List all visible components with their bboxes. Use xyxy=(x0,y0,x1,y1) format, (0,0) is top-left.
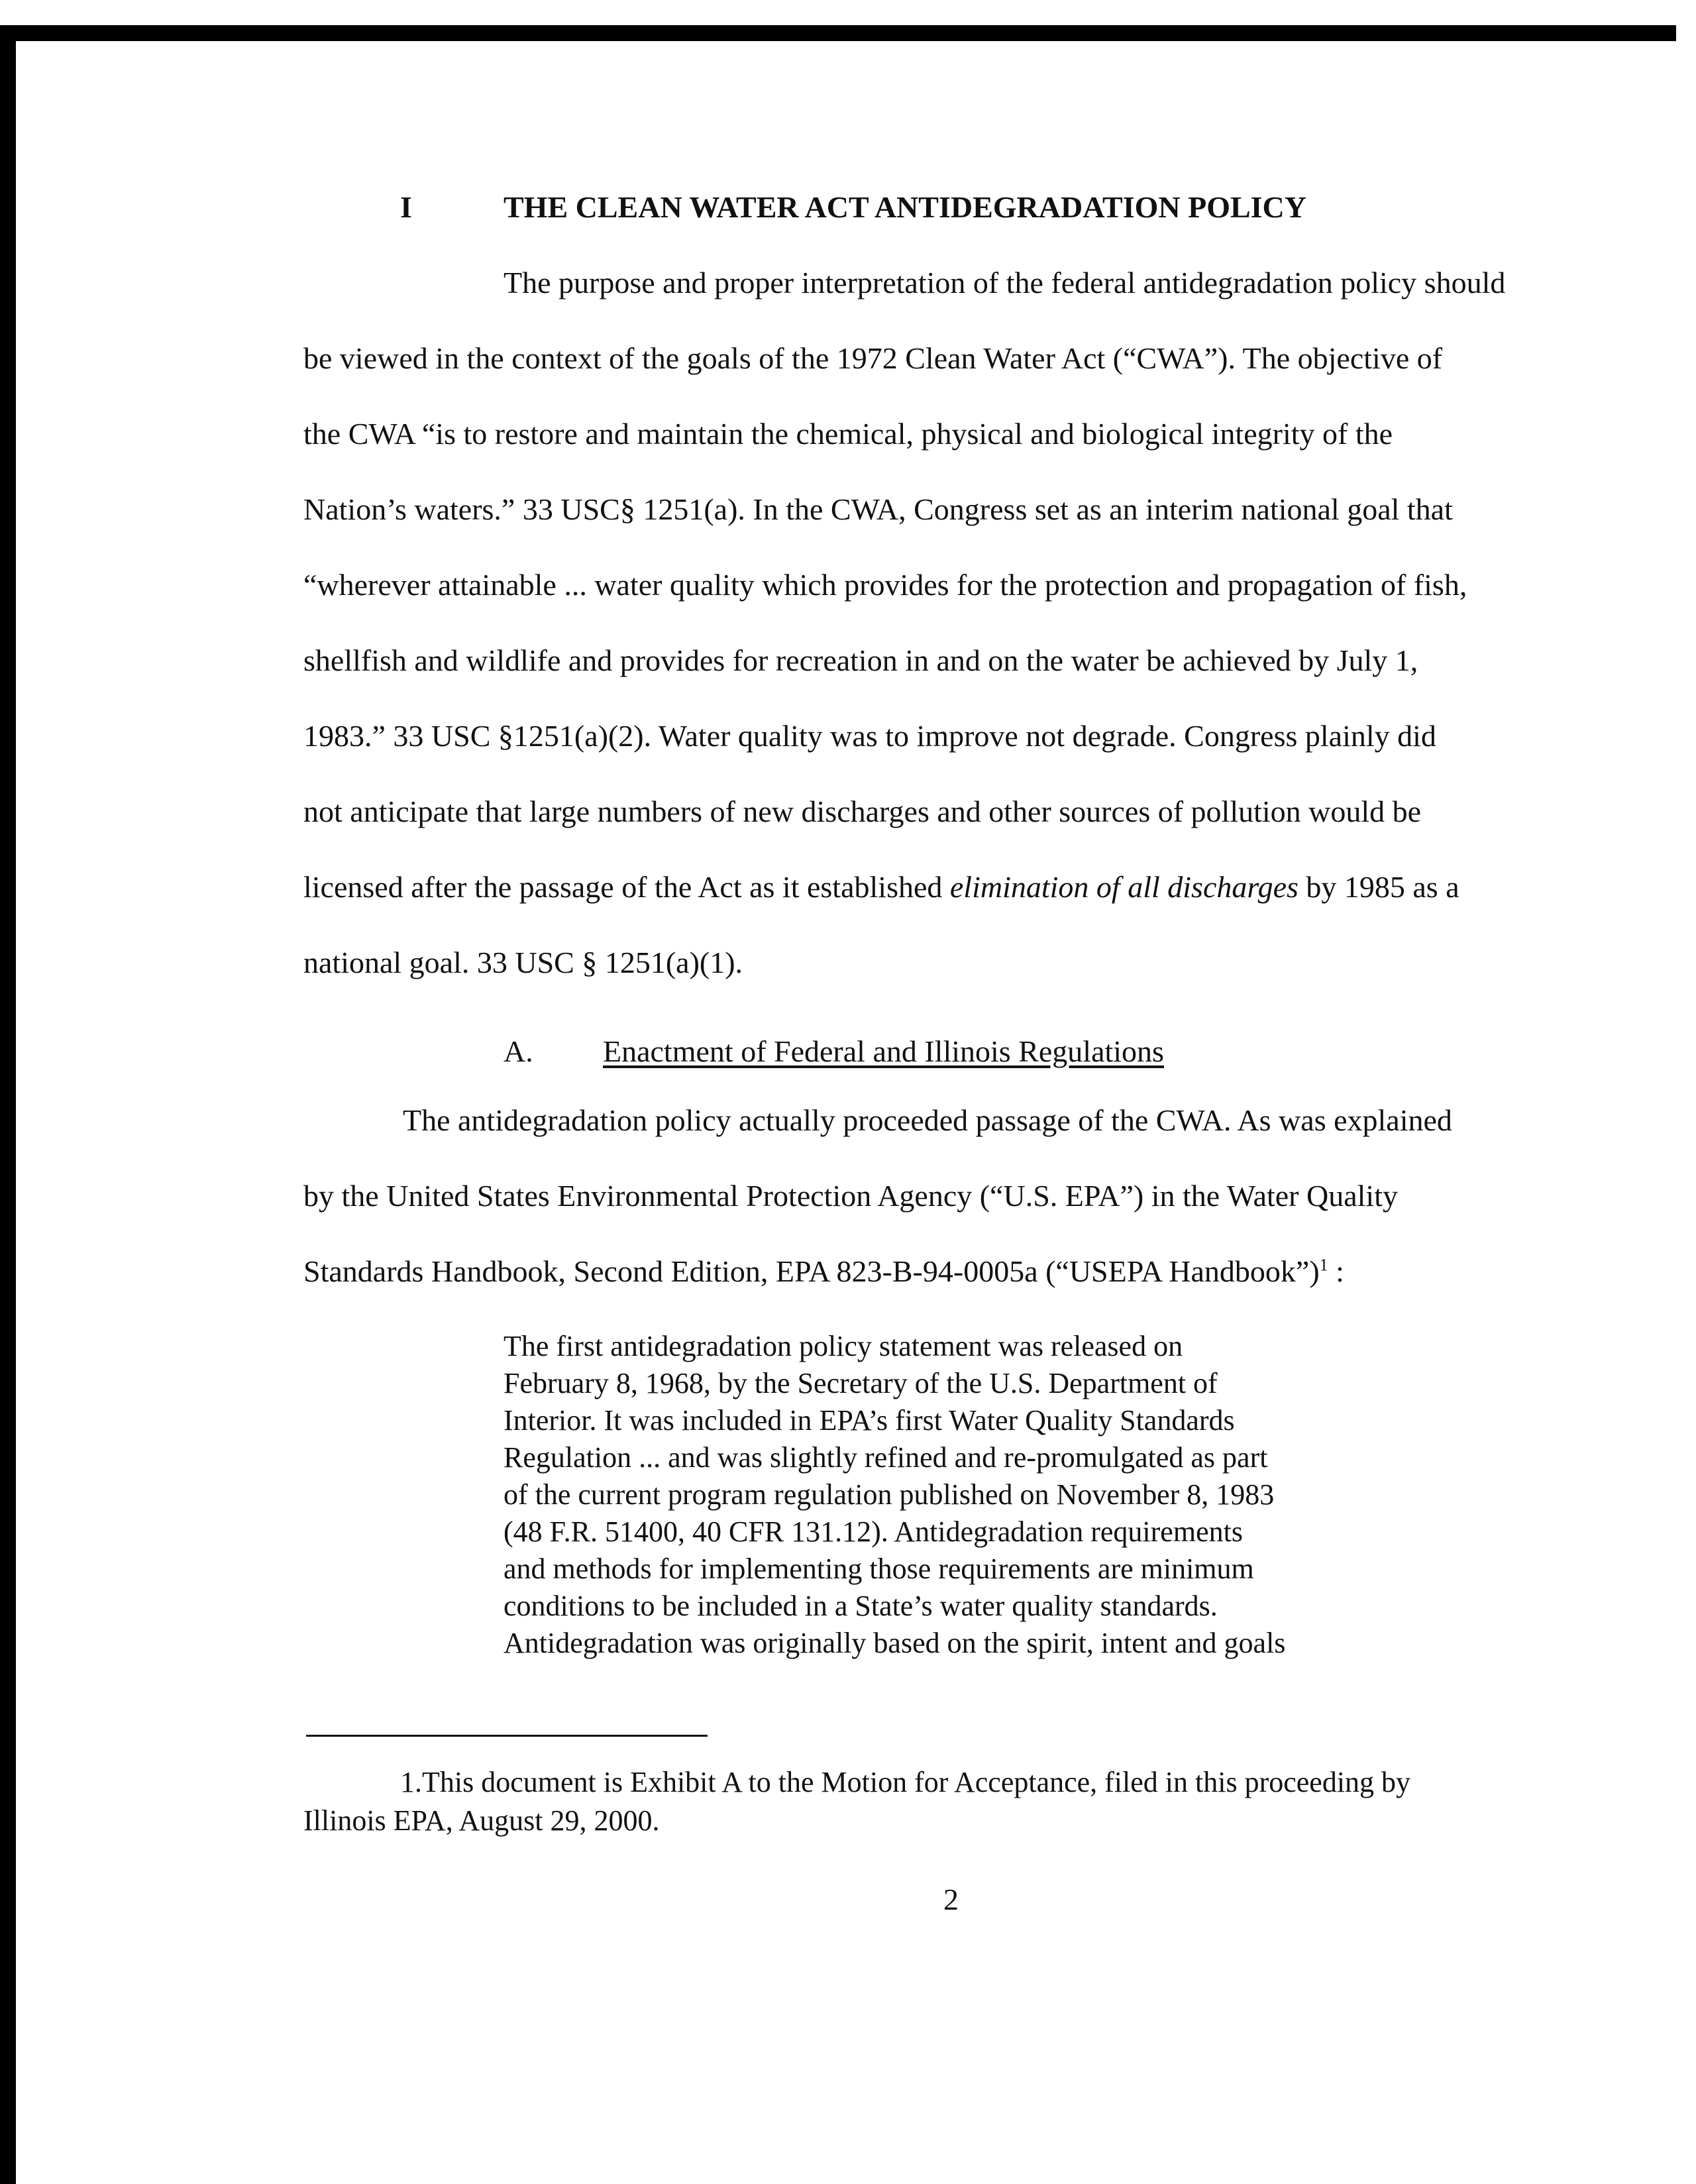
paragraph1-line-9-end: by 1985 as a xyxy=(1298,870,1459,904)
paragraph1-line-6: shellfish and wildlife and provides for recreation in and on the water be achieved by July 1, xyxy=(303,643,1418,677)
footnote-separator xyxy=(306,1735,708,1737)
section-title: THE CLEAN WATER ACT ANTIDEGRADATION POLICY xyxy=(504,190,1306,224)
paragraph1-line-10: national goal. 33 USC § 1251(a)(1). xyxy=(303,946,743,979)
footnote-reference: 1 xyxy=(1319,1255,1328,1275)
section-number: I xyxy=(400,190,412,224)
subsection-letter: A. xyxy=(504,1034,533,1068)
subsection-title: Enactment of Federal and Illinois Regulations xyxy=(603,1034,1164,1068)
paragraph1-line-5: “wherever attainable ... water quality which provides for the protection and propagation of fish, xyxy=(303,568,1467,602)
block-quote-line-1: The first antidegradation policy statement was released on xyxy=(504,1330,1183,1362)
paragraph1-line-9 xyxy=(303,872,1459,902)
paragraph1-line-8: not anticipate that large numbers of new discharges and other sources of pollution would be xyxy=(303,794,1422,828)
block-quote-line-6: (48 F.R. 51400, 40 CFR 131.12). Antidegradation requirements xyxy=(504,1515,1243,1548)
paragraph1-line-9-start: licensed after the passage of the Act as it established xyxy=(303,870,950,904)
paragraph1-line-3: the CWA “is to restore and maintain the chemical, physical and biological integrity of the xyxy=(303,417,1393,451)
paragraph1-italic-phrase: elimination of all discharges xyxy=(949,870,1298,904)
scan-border-top xyxy=(0,25,1676,41)
block-quote-line-5: of the current program regulation published on November 8, 1983 xyxy=(504,1478,1275,1511)
paragraph2-line-3 xyxy=(303,1256,1344,1287)
block-quote-line-7: and methods for implementing those requirements are minimum xyxy=(504,1553,1254,1585)
footnote-line-1: 1.This document is Exhibit A to the Motion for Acceptance, filed in this proceeding by xyxy=(400,1766,1411,1798)
footnote-line-2: Illinois EPA, August 29, 2000. xyxy=(303,1804,660,1837)
paragraph1-line-4: Nation’s waters.” 33 USC§ 1251(a). In the CWA, Congress set as an interim national goal that xyxy=(303,492,1453,526)
block-quote-line-2: February 8, 1968, by the Secretary of the U.S. Department of xyxy=(504,1367,1218,1399)
paragraph1-line-1: The purpose and proper interpretation of the federal antidegradation policy should xyxy=(504,266,1506,300)
block-quote-line-8: conditions to be included in a State’s water quality standards. xyxy=(504,1590,1218,1622)
paragraph2-line-2: by the United States Environmental Protection Agency (“U.S. EPA”) in the Water Quality xyxy=(303,1179,1398,1213)
paragraph2-line-1: The antidegradation policy actually proceeded passage of the CWA. As was explained xyxy=(403,1103,1452,1137)
paragraph1-line-2: be viewed in the context of the goals of the 1972 Clean Water Act (“CWA”). The objective of xyxy=(303,341,1443,375)
scan-border-left xyxy=(0,25,16,2184)
paragraph1-line-7: 1983.” 33 USC §1251(a)(2). Water quality was to improve not degrade. Congress plainly did xyxy=(303,719,1436,753)
paragraph2-line-3-end: : xyxy=(1328,1254,1344,1288)
paragraph2-line-3-text: Standards Handbook, Second Edition, EPA 823-B-94-0005a (“USEPA Handbook”) xyxy=(303,1254,1320,1288)
block-quote-line-9: Antidegradation was originally based on the spirit, intent and goals xyxy=(504,1627,1286,1659)
block-quote-line-3: Interior. It was included in EPA’s first Water Quality Standards xyxy=(504,1404,1235,1437)
block-quote-line-4: Regulation ... and was slightly refined and re-promulgated as part xyxy=(504,1441,1268,1474)
page-number: 2 xyxy=(943,1883,959,1916)
